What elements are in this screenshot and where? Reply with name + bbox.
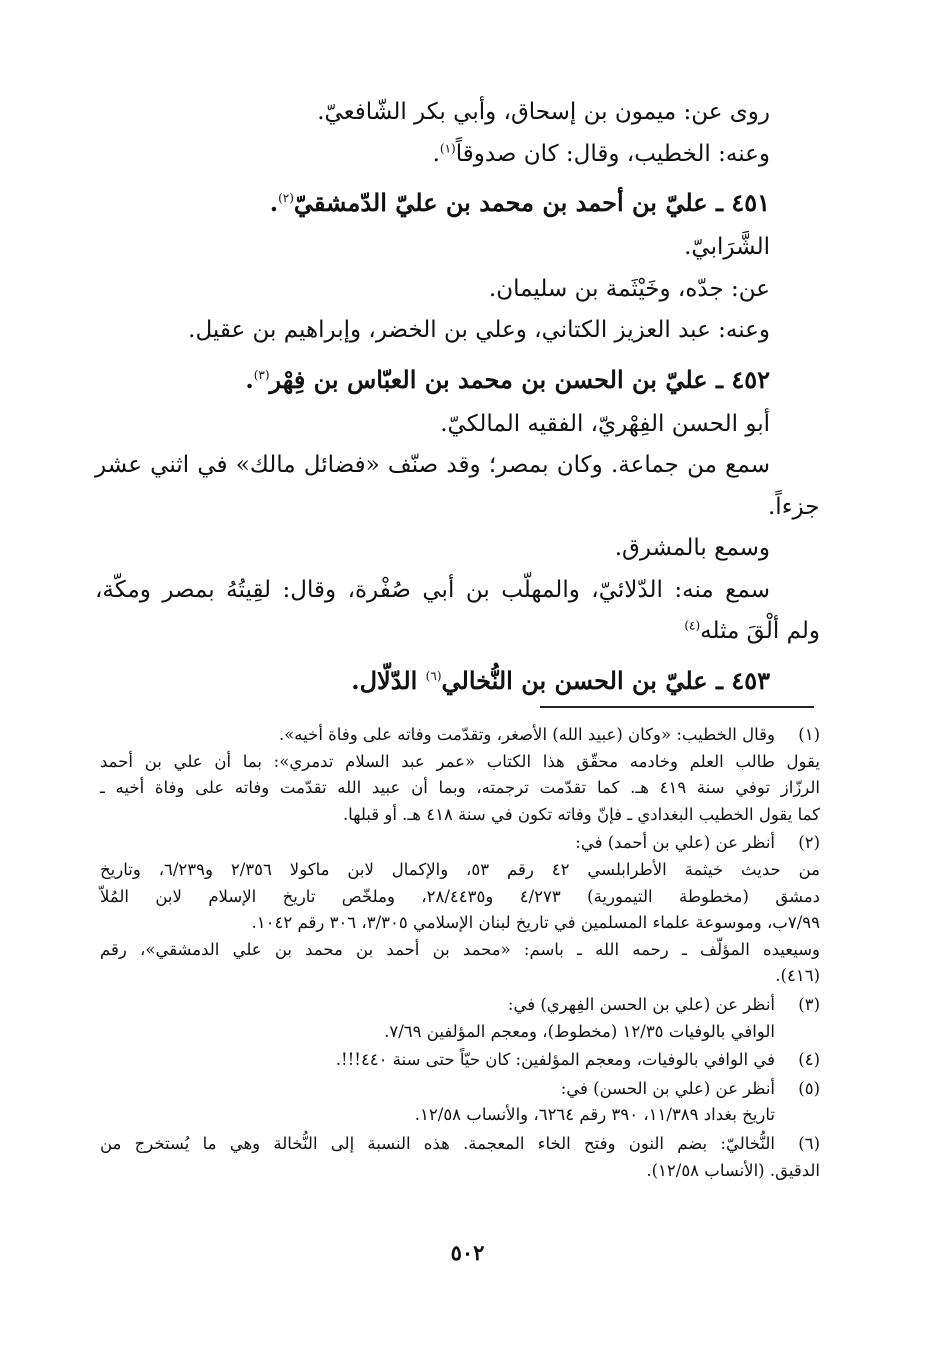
text-span: . (245, 364, 254, 394)
page-number: ٥٠٢ (450, 1240, 485, 1265)
text-line (95, 570, 770, 612)
footnote-ref[interactable]: (٣) (253, 367, 270, 382)
text-span: روى عن: ميمون بن إسحاق، وأبي بكر الشّافعيّ. (317, 99, 770, 125)
footnote-line: من حديث خيثمة الأطرابلسي ٤٢ رقم ٥٣، والإكمال لابن ماكولا ٢/٣٥٦ و٦/٢٣٩، وتاريخ (100, 859, 820, 879)
footnote-3 (100, 992, 820, 1045)
footnote-line: الدقيق. (الأنساب ١٢/٥٨). (646, 1160, 820, 1180)
text-span: جزءاً. (768, 493, 820, 520)
text-line (95, 445, 770, 487)
footnote-6 (100, 1131, 820, 1184)
footnote-number: (٤) (798, 1050, 820, 1070)
entry-heading-452 (95, 356, 770, 404)
footnote-number: (٢) (798, 833, 820, 853)
footnote-line: في الوافي بالوفيات، ومعجم المؤلفين: كان حيّاً حتى سنة ٤٤٠!!!. (335, 1050, 775, 1070)
footnote-line: يقول طالب العلم وخادمه محقّق هذا الكتاب «عمر عبد السلام تدمري»: بما أن علي بن أحمد (100, 751, 820, 771)
footnote-text (100, 722, 820, 828)
entry-title: ٤٥٣ ـ عليّ بن الحسن بن النُّخالي (441, 665, 770, 695)
text-span: أبو الحسن الفِهْريّ، الفقيه المالكيّ. (440, 410, 770, 437)
footnote-line: النُّخاليّ: بضم النون وفتح الخاء المعجمة. هذه النسبة إلى النُّخالة وهي ما يُستخرج من (100, 1133, 775, 1153)
text-span: وسمع بالمشرق. (614, 535, 770, 561)
text-line (768, 487, 820, 529)
footnote-5 (100, 1076, 820, 1129)
footnote-ref[interactable]: (١) (439, 140, 456, 155)
text-span: سمع من جماعة. وكان بمصر؛ وقد صنّف «فضائل مالك» في اثني عشر (95, 452, 770, 478)
footnote-text (100, 1047, 775, 1074)
text-span: سمع منه: الدّلائيّ، والمهلّب بن أبي صُفْرة، وقال: لقِيتُهُ بمصر ومكّة، (95, 576, 770, 603)
footnote-divider (540, 706, 814, 708)
text-span: وعنه: الخطيب، وقال: كان صدوقاً (455, 140, 770, 167)
text-span: . (432, 140, 440, 167)
footnote-line: (٤١٦). (775, 966, 820, 986)
text-line (95, 528, 770, 570)
text-line (95, 611, 820, 653)
entry-heading-451 (95, 179, 770, 227)
text-span: وعنه: عبد العزيز الكتاني، وعلي بن الخضر، وإبراهيم بن عقيل. (188, 317, 770, 343)
footnote-line: دمشق (مخطوطة التيمورية) ٤/٢٧٣ و٢٨/٤٤٣٥، وملخّص تاريخ الإسلام لابن المُلاّ (100, 886, 820, 906)
text-span: الشَّرَابيّ. (684, 234, 770, 260)
footnote-number: (٥) (798, 1078, 820, 1098)
footnote-text (100, 830, 820, 990)
footnote-2 (100, 830, 820, 990)
footnote-number: (٣) (798, 994, 820, 1014)
footnote-line: وقال الخطيب: «وكان (عبيد الله) الأصغر، وتقدّمت وفاته على وفاة أخيه». (278, 725, 775, 744)
footnote-line: ٧/٩٩ب، وموسوعة علماء المسلمين في تاريخ لبنان الإسلامي ٣/٣٠٥، ٣٠٦ رقم ١٠٤٢. (251, 913, 820, 933)
text-span: ولم ألْقَ مثله (700, 618, 820, 644)
footnote-ref[interactable]: (٦) (425, 668, 442, 683)
footnote-text (100, 1131, 820, 1184)
entry-title: ٤٥٢ ـ عليّ بن الحسن بن محمد بن العبّاس بن فِهْر (269, 364, 770, 394)
footnote-line: الرزّاز توفي سنة ٤١٩ هـ. كما تقدّمت ترجمته، وبما أن عبيد الله تقدّمت وفاته على وفاة أخيه ـ (100, 778, 820, 798)
footnote-line: كما يقول الخطيب البغدادي ـ فإنّ وفاته تكون في سنة ٤١٨ هـ. أو قبلها. (342, 804, 820, 824)
text-line (95, 134, 770, 176)
entry-title-suffix: الدّلّال. (351, 665, 426, 695)
entry-heading-453 (95, 657, 770, 705)
footnote-line: تاريخ بغداد ١١/٣٨٩، ٣٩٠ رقم ٦٢٦٤، والأنساب ١٢/٥٨. (414, 1105, 775, 1125)
footnote-ref[interactable]: (٤) (684, 618, 701, 633)
main-text (95, 92, 820, 705)
footnote-line: أنظر عن (علي بن الحسن الفِهري) في: (507, 994, 775, 1014)
text-line (95, 92, 770, 134)
entry-title: ٤٥١ ـ عليّ بن أحمد بن محمد بن عليّ الدّمشقيّ (293, 188, 770, 217)
footnote-line: الوافي بالوفيات ١٢/٣٥ (مخطوط)، ومعجم المؤلفين ٧/٦٩. (384, 1021, 775, 1041)
text-line (95, 227, 770, 269)
footnote-number: (٦) (798, 1133, 820, 1153)
text-span: عن: جدّه، وخَيْثَمة بن سليمان. (488, 275, 770, 302)
text-line (95, 310, 770, 352)
footnotes (100, 722, 820, 1184)
footnote-line: وسيعيده المؤلّف ـ رحمه الله ـ باسم: «محمد بن أحمد بن محمد بن علي الدمشقي»، رقم (100, 939, 820, 959)
text-line (95, 404, 770, 446)
text-span: . (269, 188, 279, 217)
footnote-1 (100, 722, 820, 828)
footnote-ref[interactable]: (٢) (278, 191, 294, 205)
footnote-line: أنظر عن (علي بن أحمد) في: (575, 833, 775, 853)
footnote-line: أنظر عن (علي بن الحسن) في: (560, 1078, 775, 1098)
footnote-text (100, 992, 775, 1045)
footnote-4 (100, 1047, 820, 1074)
footnote-number: (١) (798, 725, 820, 744)
footnote-text (100, 1076, 775, 1129)
text-line (95, 269, 770, 311)
